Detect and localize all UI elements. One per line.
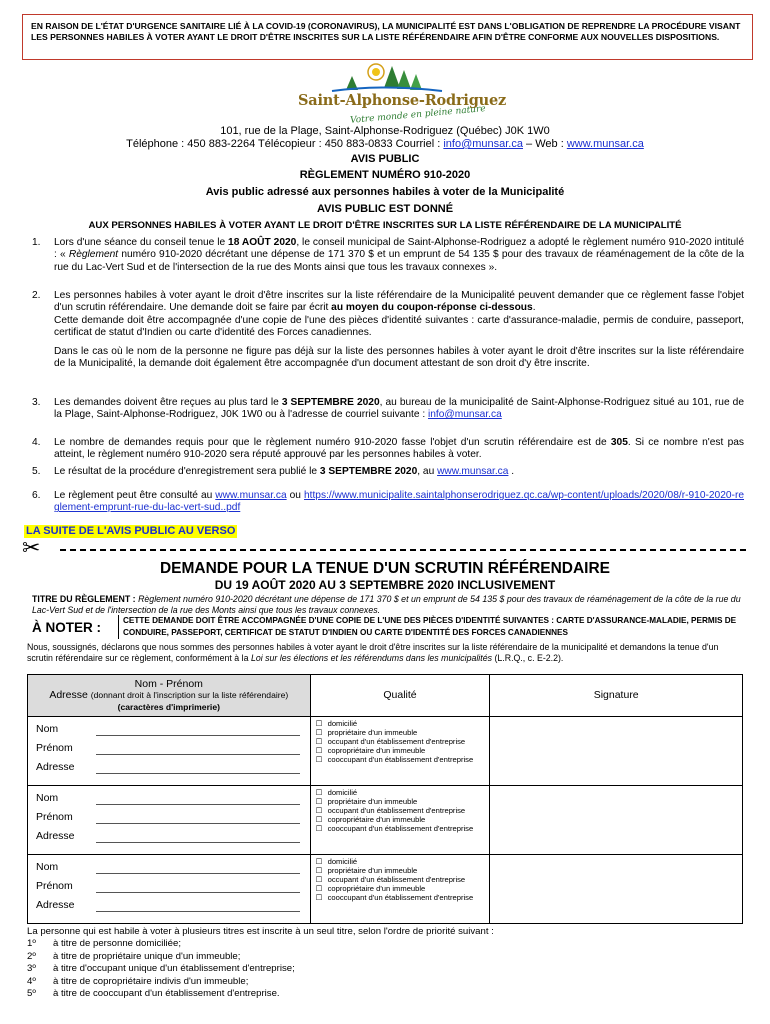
adresse-field[interactable]: Adresse [36, 824, 302, 843]
qualite-coproprietaire-checkbox[interactable]: ☐ copropriétaire d'un immeuble [315, 883, 426, 893]
a-noter-label: À NOTER : [32, 620, 101, 635]
nom-field[interactable]: Nom [36, 791, 302, 805]
signature-field[interactable] [490, 855, 743, 924]
signature-field[interactable] [490, 717, 743, 786]
email-link[interactable]: info@munsar.ca [443, 138, 523, 150]
scissors-icon: ✂ [22, 535, 41, 560]
priority-item: 5º à titre de cooccupant d'un établissement d'entreprise. [27, 988, 280, 1000]
signature-field[interactable] [490, 786, 743, 855]
a-noter-text: CETTE DEMANDE DOIT ÊTRE ACCOMPAGNÉE D'UNE COPIE DE L'UNE DES PIÈCES D'IDENTITÉ SUIVANTES : CARTE D'ASSURANCE-MALADIE, PERMIS DE CONDUIRE, PASSEPORT, CERTIFICAT DE STATUT D'INDIEN OU CARTE D'IDENTITÉ DES FORCES CANADIENNES [118, 615, 744, 639]
qualite-cooccupant-checkbox[interactable]: ☐ cooccupant d'un établissement d'entreprise [315, 892, 474, 902]
audience-heading: Avis public adressé aux personnes habiles à voter de la Municipalité [205, 186, 565, 198]
aux-personnes-heading: AUX PERSONNES HABILES À VOTER AYANT LE DROIT D'ÊTRE INSCRITES SUR LA LISTE RÉFÉRENDAIRE DE LA MUNICIPALITÉ [88, 220, 682, 231]
priority-item: 1º à titre de personne domiciliée; [27, 938, 181, 950]
nom-field[interactable]: Nom [36, 722, 302, 736]
form-row [28, 855, 743, 924]
qualite-cooccupant-checkbox[interactable]: ☐ cooccupant d'un établissement d'entreprise [315, 754, 474, 764]
coupon-dates: DU 19 AOÛT 2020 AU 3 SEPTEMBRE 2020 INCLUSIVEMENT [214, 578, 556, 592]
header-qualite: Qualité [310, 675, 490, 717]
qualite-proprietaire-checkbox[interactable]: ☐ propriétaire d'un immeuble [315, 865, 418, 875]
municipality-address: 101, rue de la Plage, Saint-Alphonse-Rodriguez (Québec) J0K 1W0 [220, 125, 550, 137]
qualite-cooccupant-checkbox[interactable]: ☐ cooccupant d'un établissement d'entreprise [315, 823, 474, 833]
notice-item-3: 3. Les demandes doivent être reçues au plus tard le 3 SEPTEMBRE 2020, au bureau de la municipalité de Saint-Alphonse-Rodriguez situé au 101, rue de la Plage, Saint-Alphonse-Rodriguez, J0K 1W0 ou à l'adresse de courriel suivante : info@munsar.ca [32, 397, 745, 421]
qualite-occupant-checkbox[interactable]: ☐ occupant d'un établissement d'entreprise [315, 805, 466, 815]
website-link-item5[interactable]: www.munsar.ca [437, 466, 509, 477]
priority-item: 2º à titre de propriétaire unique d'un immeuble; [27, 950, 241, 962]
website-link-item6[interactable]: www.munsar.ca [215, 490, 287, 501]
qualite-occupant-checkbox[interactable]: ☐ occupant d'un établissement d'entreprise [315, 736, 466, 746]
priority-item: 3º à titre d'occupant unique d'un établissement d'entreprise; [27, 963, 295, 975]
logo-name: Saint-Alphonse-Rodriguez [298, 92, 507, 109]
form-row [28, 717, 743, 786]
covid-notice-text: EN RAISON DE L'ÉTAT D'URGENCE SANITAIRE LIÉ À LA COVID-19 (CORONAVIRUS), LA MUNICIPALITÉ EST DANS L'OBLIGATION DE REPRENDRE LA PROCÉDURE VISANT LES PERSONNES HABILES À VOTER AYANT LE DROIT D'ÊTRE INSCRITES SUR LA LISTE RÉFÉRENDAIRE AFIN D'ÊTRE CONFORME AUX NOUVELLES DISPOSITIONS. [31, 21, 741, 43]
qualite-coproprietaire-checkbox[interactable]: ☐ copropriétaire d'un immeuble [315, 814, 426, 824]
notice-item-5: 5. Le résultat de la procédure d'enregistrement sera publié le 3 SEPTEMBRE 2020, au www.munsar.ca . [32, 466, 515, 477]
prenom-field[interactable]: Prénom [36, 736, 302, 755]
declaration-text: Nous, soussignés, déclarons que nous sommes des personnes habiles à voter ayant le droit d'être inscrites sur la liste référendaire de la municipalité et demandons la tenue d'un scrutin référendaire sur ce règlement, conformément à la Loi sur les élections et les référendums dans les municipalités (L.R.Q., c. E-2.2). [27, 642, 719, 664]
covid-notice-banner [22, 14, 753, 60]
qualite-domicilie-checkbox[interactable]: ☐ domicilié [315, 857, 358, 866]
avis-donne-heading: AVIS PUBLIC EST DONNÉ [316, 203, 454, 215]
header-nom-adresse: Nom - Prénom Adresse (donnant droit à l'inscription sur la liste référendaire) (caractères d'imprimerie) [28, 675, 311, 717]
priority-item: 4º à titre de copropriétaire indivis d'un immeuble; [27, 975, 249, 987]
email-link-item3[interactable]: info@munsar.ca [428, 409, 502, 421]
priority-intro: La personne qui est habile à voter à plusieurs titres est inscrite à un seul titre, selon l'ordre de priorité suivant : [27, 926, 494, 937]
qualite-occupant-checkbox[interactable]: ☐ occupant d'un établissement d'entreprise [315, 874, 466, 884]
notice-item-6: 6. Le règlement peut être consulté au www.munsar.ca ou https://www.municipalite.saintalphonserodriguez.qc.ca/wp-content/uploads/2020/08/r-910-2020-reglement-emprunt-rue-du-lac-vert-sud..pdf [32, 490, 745, 514]
prenom-field[interactable]: Prénom [36, 805, 302, 824]
notice-item-1: 1. Lors d'une séance du conseil tenue le 18 AOÛT 2020, le conseil municipal de Saint-Alphonse-Rodriguez a adopté le règlement numéro 910-2020 intitulé : « Règlement numéro 910-2020 décrétant une dépense de 171 370 $ et un emprunt de 54 135 $ pour des travaux de réaménagement de la côte de la rue du Lac-Vert Sud et de l'intersection de la rue des Monts ainsi que tous les travaux connexes ». [32, 237, 744, 273]
notice-item-2: 2. Les personnes habiles à voter ayant le droit d'être inscrites sur la liste référendaire de la Municipalité peuvent demander que ce règlement fasse l'objet d'un scrutin référendaire. Une demande doit se faire par écrit au moyen du coupon-réponse ci-dessous. Cette demande doit être accompagnée d'une copie de l'une des pièces d'identité suivantes : carte d'assurance-maladie, permis de conduire, passeport, certificat de statut d'Indien ou carte d'identité des Forces canadiennes. Dans le cas où le nom de la personne ne figure pas déjà sur la liste des personnes habiles à voter ayant le droit d'être inscrites sur la liste référendaire de la Municipalité, la demande doit également être accompagnée d'un document attestant de son droit d'y être inscrite. [32, 290, 744, 370]
form-row [28, 786, 743, 855]
coupon-reglement-title: TITRE DU RÈGLEMENT : Règlement numéro 910-2020 décrétant une dépense de 171 370 $ et un emprunt de 54 135 $ pour des travaux de réaménagement de la côte de la rue du Lac-Vert Sud et de l'intersection de la rue des Monts ainsi que tous les travaux connexes. [32, 594, 741, 615]
qualite-domicilie-checkbox[interactable]: ☐ domicilié [315, 788, 358, 797]
logo-slogan: Votre monde en pleine nature [349, 104, 487, 126]
priority-order [27, 926, 743, 1001]
signature-form-table [27, 674, 743, 924]
qualite-proprietaire-checkbox[interactable]: ☐ propriétaire d'un immeuble [315, 796, 418, 806]
header-signature: Signature [490, 675, 743, 717]
contact-line: Téléphone : 450 883-2264 Télécopieur : 450 883-0833 Courriel : info@munsar.ca – Web : www.munsar.ca [126, 138, 644, 150]
suite-verso-label: LA SUITE DE L'AVIS PUBLIC AU VERSO [26, 525, 236, 537]
avis-public-heading: AVIS PUBLIC [350, 153, 420, 165]
website-link[interactable]: www.munsar.ca [566, 138, 644, 150]
reglement-heading: RÈGLEMENT NUMÉRO 910-2020 [299, 169, 471, 181]
qualite-domicilie-checkbox[interactable]: ☐ domicilié [315, 719, 358, 728]
cut-line [60, 549, 746, 551]
qualite-coproprietaire-checkbox[interactable]: ☐ copropriétaire d'un immeuble [315, 745, 426, 755]
adresse-field[interactable]: Adresse [36, 755, 302, 774]
reglement-pdf-link[interactable]: https://www.municipalite.saintalphonserodriguez.qc.ca/wp-content/uploads/2020/08/r-910-2020-reglement-emprunt-rue-du-lac-vert-sud..pdf [54, 490, 745, 514]
qualite-proprietaire-checkbox[interactable]: ☐ propriétaire d'un immeuble [315, 727, 418, 737]
prenom-field[interactable]: Prénom [36, 874, 302, 893]
municipality-logo [292, 62, 507, 126]
notice-item-4: 4. Le nombre de demandes requis pour que le règlement numéro 910-2020 fasse l'objet d'un scrutin référendaire est de 305. Si ce nombre n'est pas atteint, le règlement numéro 910-2020 sera réputé approuvé par les personnes habiles à voter. [32, 437, 745, 461]
adresse-field[interactable]: Adresse [36, 893, 302, 912]
nom-field[interactable]: Nom [36, 860, 302, 874]
coupon-title: DEMANDE POUR LA TENUE D'UN SCRUTIN RÉFÉRENDAIRE [159, 560, 611, 577]
